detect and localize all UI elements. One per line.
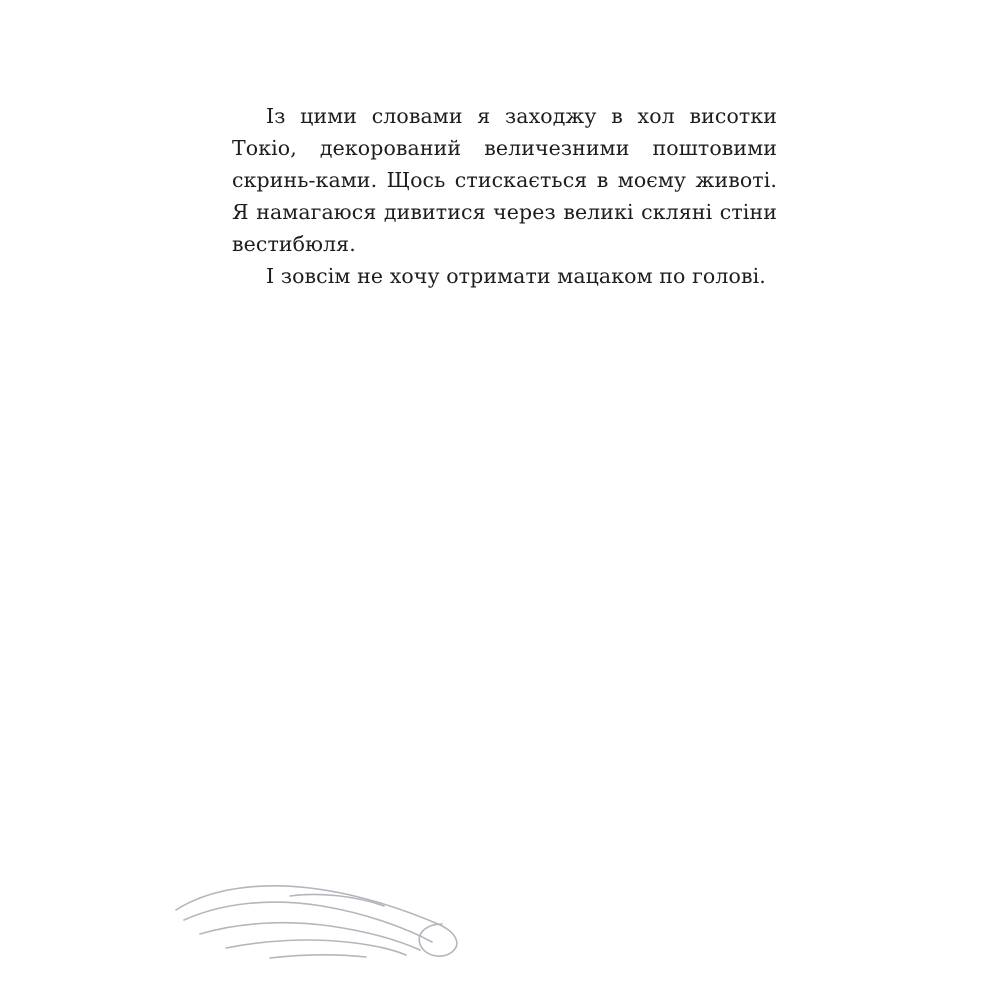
body-text-block [232,100,777,292]
paragraph-1: Із цими словами я заходжу в хол висотки Токіо, декорований величезними поштовими скринь-ками. Щось стискається в моєму животі. Я намагаюся дивитися через великі скляні стіни вестибюля. [232,104,777,256]
tentacle-flourish-icon [170,862,500,972]
paragraph-2: І зовсім не хочу отримати мацаком по голові. [266,264,766,288]
